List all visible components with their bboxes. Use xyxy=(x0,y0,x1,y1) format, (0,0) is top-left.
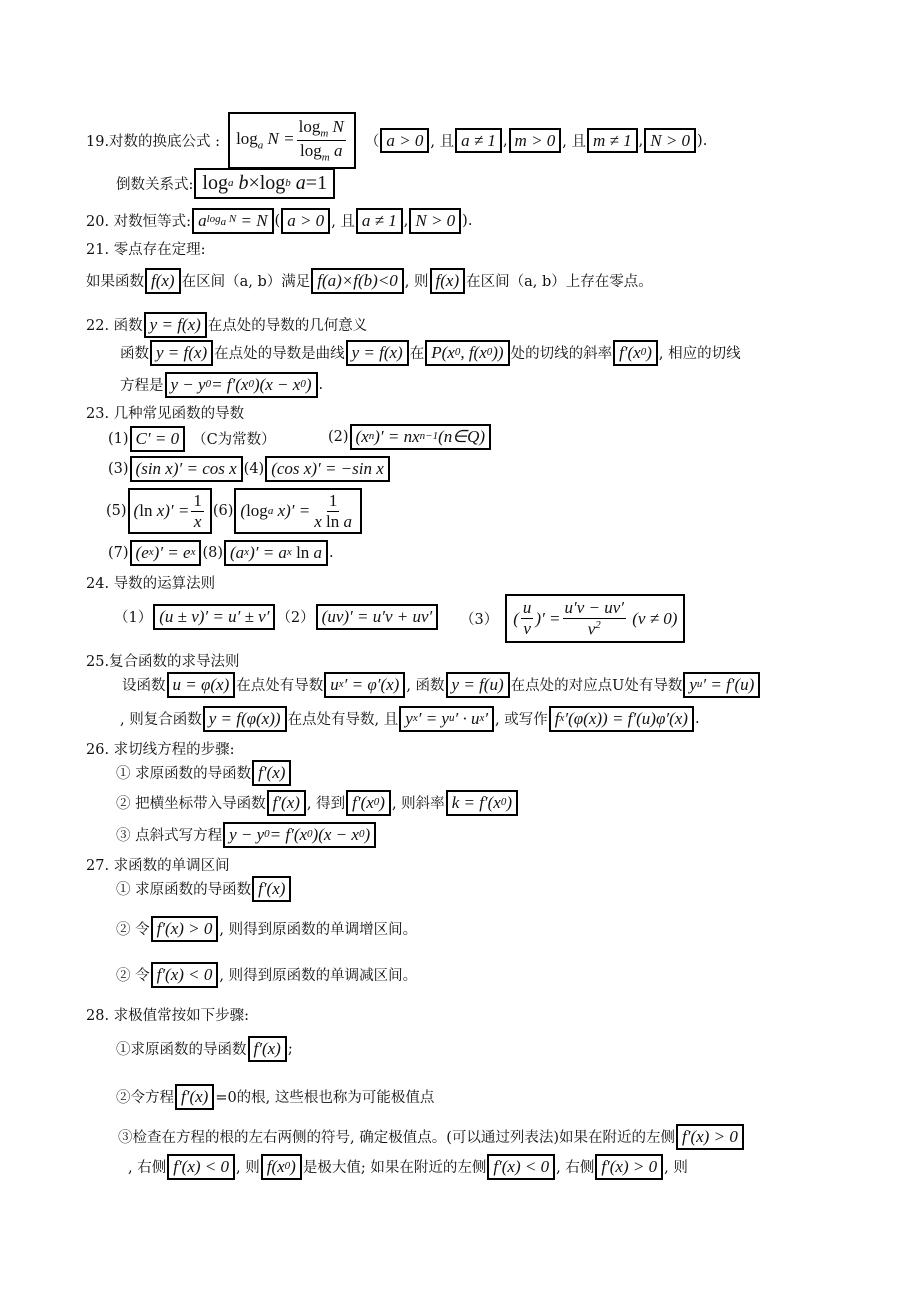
constant-derivative: C′ = 0 xyxy=(130,426,186,452)
step-text: ② 令 xyxy=(116,922,150,939)
step-text: , 则斜率 xyxy=(391,796,445,813)
section-25-label: 25.复合函数的求导法则 xyxy=(86,654,240,670)
section-26-label: 26. 求切线方程的步骤: xyxy=(86,742,235,758)
step-text: , 右侧 xyxy=(128,1160,167,1177)
function-y-fx: y = f(x) xyxy=(144,312,207,338)
step-text: ① 求原函数的导函数 xyxy=(116,766,252,783)
chain-rule-row-2 xyxy=(120,706,700,732)
text: 函数 xyxy=(120,346,149,363)
open-paren: ( xyxy=(274,212,281,229)
derivative-row-2 xyxy=(108,456,391,482)
monotone-step-2 xyxy=(116,916,417,942)
item-number: (5) xyxy=(106,503,127,520)
quotient-rule: ( $\frac{u}{v}$ )′ = $\frac{u'v - uv'}{v^2}$ (v ≠ 0) xyxy=(505,594,685,643)
extreme-step-1 xyxy=(116,1036,293,1062)
derivative-fx: f′(x) xyxy=(252,760,291,786)
extreme-step-3 xyxy=(118,1124,745,1150)
text: , 或写作 xyxy=(495,712,548,729)
step-text: , 右侧 xyxy=(556,1160,595,1177)
section-25-heading xyxy=(86,650,240,671)
section-22-label-tail: 在点处的导数的几何意义 xyxy=(207,318,368,335)
value-at-x0: f(x 0 ) xyxy=(261,1154,302,1180)
separator: , 且 xyxy=(331,214,355,231)
derivative-meaning-row xyxy=(120,340,741,366)
left-negative: f′(x) < 0 xyxy=(487,1154,555,1180)
separator: , 且 xyxy=(430,134,455,151)
step-text: ② 令 xyxy=(116,968,150,985)
inner-derivative: u x ′ = φ′(x) xyxy=(324,672,405,698)
derivative-fx: f′(x) xyxy=(248,1036,287,1062)
note: （C为常数） xyxy=(192,432,276,449)
derivative-fx: f′(x) xyxy=(175,1084,214,1110)
derivative-fx: f′(x) xyxy=(267,790,306,816)
section-22-label: 22. 函数 xyxy=(86,318,143,335)
period: . xyxy=(329,544,334,561)
separator: , xyxy=(502,132,508,149)
step-text: 是极大值; 如果在附近的左侧 xyxy=(302,1160,487,1177)
point-slope-equation: y − y 0 = f′(x 0 )(x − x 0 ) xyxy=(223,822,376,848)
step-text: , 则 xyxy=(664,1160,688,1177)
text: 在 xyxy=(409,346,425,363)
derivative-at-x0: f′(x 0 ) xyxy=(346,790,391,816)
derivative-row-1 xyxy=(108,426,276,452)
point-p: P(x 0 , f(x 0 )) xyxy=(425,340,509,366)
section-20-label: 20. 对数恒等式: xyxy=(86,214,192,231)
chain-product: y x ′ = y u ′ · u x ′ xyxy=(399,706,494,732)
section-24-label: 24. 导数的运算法则 xyxy=(86,576,216,592)
slope-k: k = f′(x 0 ) xyxy=(446,790,518,816)
item-number: (3) xyxy=(108,460,129,477)
reciprocal-label: 倒数关系式: xyxy=(116,177,194,193)
text: 在区间（a, b）满足 xyxy=(181,274,311,291)
text: 在区间（a, b）上存在零点。 xyxy=(466,274,653,291)
change-of-base-formula xyxy=(228,112,356,169)
step-text: =0的根, 这些根也称为可能极值点 xyxy=(215,1090,435,1107)
step-text: ① 求原函数的导函数 xyxy=(116,882,252,899)
section-23-heading xyxy=(86,402,244,423)
tangent-equation: y − y 0 = f′(x 0 )(x − x 0 ) xyxy=(165,372,318,398)
sign-condition: f(a)×f(b)<0 xyxy=(311,268,404,294)
text: 处的切线的斜率 xyxy=(510,346,613,363)
tangent-step-3 xyxy=(116,822,377,848)
text: , 相应的切线 xyxy=(658,346,741,363)
item-number: （3） xyxy=(460,611,499,628)
section-21-heading xyxy=(86,238,206,259)
increasing-condition: f′(x) > 0 xyxy=(151,916,219,942)
item-number: (1) xyxy=(108,430,129,447)
power-derivative: (x n )′ = nx n−1 (n∈Q) xyxy=(350,424,491,450)
chain-rule-row-1 xyxy=(122,672,761,698)
step-text: , 则得到原函数的单调减区间。 xyxy=(219,968,418,985)
text: 设函数 xyxy=(122,678,166,695)
rules-row xyxy=(114,604,439,630)
left-positive: f′(x) > 0 xyxy=(676,1124,744,1150)
section-21-label: 21. 零点存在定理: xyxy=(86,242,206,258)
reciprocal-formula: log a b × log b a =1 xyxy=(194,168,335,199)
condition-a-not-one: a ≠ 1 xyxy=(455,128,502,154)
separator: , xyxy=(403,212,409,229)
ln-derivative: ( ln x)′ = $\frac{1}{x}$ xyxy=(128,488,212,534)
sum-rule: (u ± v)′ = u′ ± v′ xyxy=(153,604,275,630)
reciprocal-row xyxy=(116,168,336,199)
slope-derivative: f′(x 0 ) xyxy=(613,340,658,366)
item-number: (8) xyxy=(202,544,223,561)
text: 如果函数 xyxy=(86,274,144,291)
text: , 函数 xyxy=(406,678,445,695)
item-number: (6) xyxy=(212,503,234,520)
item-number: (2) xyxy=(328,428,349,445)
right-positive: f′(x) > 0 xyxy=(595,1154,663,1180)
section-24-heading xyxy=(86,572,215,593)
condition-m-not-one: m ≠ 1 xyxy=(587,128,638,154)
derivative-fx: f′(x) xyxy=(252,876,291,902)
curve-y-fx: y = f(x) xyxy=(346,340,409,366)
inner-function: u = φ(x) xyxy=(167,672,236,698)
section-20-row xyxy=(86,208,472,234)
section-26-heading xyxy=(86,738,235,759)
outer-derivative: y u ′ = f′(u) xyxy=(683,672,760,698)
section-22-heading xyxy=(86,312,367,338)
item-number: (7) xyxy=(108,544,129,561)
text: 在点处有导数, 且 xyxy=(287,712,399,729)
tangent-equation-row xyxy=(120,372,323,398)
condition-a-positive: a > 0 xyxy=(281,208,330,234)
composite-function: y = f(φ(x)) xyxy=(203,706,287,732)
right-negative: f′(x) < 0 xyxy=(167,1154,235,1180)
extreme-step-3-cont xyxy=(128,1154,688,1180)
condition-a-positive: a > 0 xyxy=(380,128,429,154)
condition-a-not-one: a ≠ 1 xyxy=(356,208,403,234)
fraction: $\frac{\log_m N}{\log_m a}$ xyxy=(298,117,344,164)
step-text: ③检查在方程的根的左右两侧的符号, 确定极值点。(可以通过列表法)如果在附近的左侧 xyxy=(118,1130,676,1147)
chain-alternative: f x ′(φ(x)) = f′(u)φ′(x) xyxy=(549,706,694,732)
section-27-label: 27. 求函数的单调区间 xyxy=(86,858,230,874)
text: 方程是 xyxy=(120,378,164,395)
cos-derivative: (cos x)′ = −sin x xyxy=(265,456,390,482)
log-derivative: ( log a x)′ = $\frac{1}{\text{x ln a}}$ xyxy=(234,488,362,534)
step-text: ② 把横坐标带入导函数 xyxy=(116,796,266,813)
section-27-heading xyxy=(86,854,230,875)
exp-derivative: (e x )′ = e x xyxy=(130,540,202,566)
item-number: (4) xyxy=(243,460,265,477)
separator: , 且 xyxy=(562,134,587,151)
log-identity-formula: a $\log_a N$ = N xyxy=(192,208,273,234)
open-paren: （ xyxy=(364,134,380,151)
text: , 则 xyxy=(404,274,429,291)
close-paren: ). xyxy=(697,132,708,149)
decreasing-condition: f′(x) < 0 xyxy=(151,962,219,988)
step-text: ②令方程 xyxy=(116,1090,174,1107)
text: 在点处有导数 xyxy=(236,678,324,695)
condition-n-positive: N > 0 xyxy=(409,208,461,234)
derivative-row-1b xyxy=(328,424,492,450)
item-number: （2） xyxy=(276,610,315,627)
condition-n-positive: N > 0 xyxy=(644,128,696,154)
monotone-step-3 xyxy=(116,962,417,988)
text: . xyxy=(318,376,324,393)
function-fx: f(x) xyxy=(430,268,466,294)
section-19-label: 19.对数的换底公式 : xyxy=(86,134,221,151)
derivative-row-4 xyxy=(108,540,334,566)
step-text: ①求原函数的导函数 xyxy=(116,1042,247,1059)
extreme-step-2 xyxy=(116,1084,434,1110)
derivative-row-3 xyxy=(106,488,363,534)
function-fx: f(x) xyxy=(145,268,181,294)
section-28-heading xyxy=(86,1004,249,1025)
tangent-step-1 xyxy=(116,760,292,786)
step-text: ③ 点斜式写方程 xyxy=(116,828,223,845)
section-28-label: 28. 求极值常按如下步骤: xyxy=(86,1008,250,1024)
quotient-rule-row xyxy=(460,594,686,643)
separator: , xyxy=(638,132,644,149)
close-paren: ). xyxy=(462,212,473,229)
step-text: , 得到 xyxy=(306,796,346,813)
text: , 则复合函数 xyxy=(120,712,202,729)
sin-derivative: (sin x)′ = cos x xyxy=(130,456,243,482)
text: 在点处的对应点U处有导数 xyxy=(510,678,683,695)
ax-derivative: (a x )′ = a x ln a xyxy=(224,540,328,566)
monotone-step-1 xyxy=(116,876,292,902)
condition-m-positive: m > 0 xyxy=(509,128,562,154)
step-text: , 则得到原函数的单调增区间。 xyxy=(219,922,418,939)
outer-function: y = f(u) xyxy=(446,672,510,698)
tangent-step-2 xyxy=(116,790,519,816)
step-text: ; xyxy=(287,1040,293,1057)
product-rule: (uv)′ = u′v + uv′ xyxy=(316,604,439,630)
section-19-row xyxy=(86,112,707,169)
text: 在点处的导数是曲线 xyxy=(214,346,345,363)
zero-theorem-row xyxy=(86,268,653,294)
period: . xyxy=(694,710,700,727)
formula-text: $\log_a N$ = xyxy=(236,129,295,152)
item-number: （1） xyxy=(114,610,153,627)
step-text: , 则 xyxy=(236,1160,260,1177)
section-23-label: 23. 几种常见函数的导数 xyxy=(86,406,245,422)
function-y-fx: y = f(x) xyxy=(150,340,213,366)
